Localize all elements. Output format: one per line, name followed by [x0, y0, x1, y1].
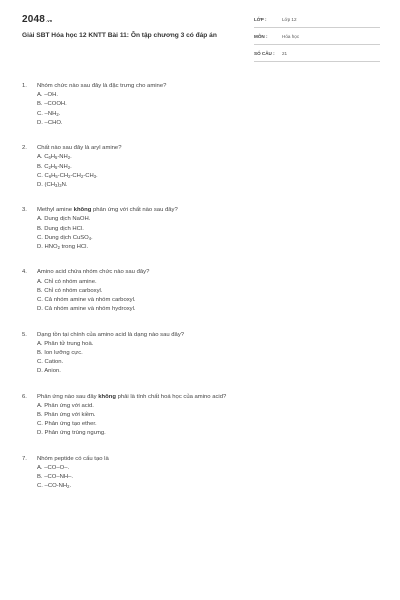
question-stem	[22, 144, 382, 153]
option-letter: D.	[37, 368, 43, 375]
option-text: $(CH_3)_3N$.	[44, 181, 68, 188]
meta-value: Lớp 12	[282, 17, 297, 22]
option-letter: A.	[37, 464, 43, 471]
meta-key: LỚP :	[254, 17, 267, 22]
document-title: Giải SBT Hóa học 12 KNTT Bài 11: Ôn tập chương 3 có đáp án	[22, 32, 217, 39]
answer-option[interactable]	[22, 215, 382, 224]
meta-row	[254, 31, 380, 45]
option-letter: D.	[37, 306, 43, 313]
option-letter: D.	[37, 119, 43, 126]
option-letter: C.	[37, 172, 43, 179]
question-text: Methyl amine không phản ứng với chất nào sau đây?	[37, 207, 178, 214]
question-item	[22, 144, 382, 190]
question-item	[22, 82, 382, 128]
option-letter: D.	[37, 181, 43, 188]
answer-option[interactable]	[22, 153, 382, 162]
option-letter: A.	[37, 216, 43, 223]
option-text: Cation.	[44, 359, 64, 366]
question-list	[22, 82, 382, 508]
question-stem	[22, 206, 382, 215]
option-text: Phản ứng với kiềm.	[44, 412, 96, 418]
answer-option[interactable]	[22, 243, 382, 252]
question-stem	[22, 455, 382, 464]
answer-option[interactable]	[22, 349, 382, 358]
meta-value: Hóa học	[282, 34, 300, 39]
question-item	[22, 331, 382, 377]
option-text: Dung dịch NaOH.	[44, 216, 91, 223]
answer-option[interactable]	[22, 464, 382, 473]
option-letter: B.	[37, 287, 43, 294]
question-text: Nhóm chức nào sau đây là đặc trưng cho amine?	[37, 83, 167, 89]
meta-row	[254, 14, 380, 28]
question-item	[22, 455, 382, 492]
document-header	[22, 14, 380, 72]
option-text: Phản ứng với acid.	[44, 402, 94, 409]
option-letter: B.	[37, 412, 43, 418]
option-text: Cả nhóm amine và nhóm carboxyl.	[44, 296, 136, 303]
option-text: Dung dịch CuSO$_4$.	[44, 234, 93, 241]
option-text: Chỉ có nhóm amine.	[44, 278, 97, 285]
question-number: 7.	[22, 455, 27, 462]
meta-value: 21	[282, 51, 288, 56]
answer-option[interactable]	[22, 473, 382, 482]
option-text: $HNO_2$ trong HCl.	[44, 244, 89, 250]
question-number: 3.	[22, 207, 27, 214]
option-text: –CO–NH–.	[44, 474, 74, 481]
option-text: Phản ứng trùng ngưng.	[44, 430, 106, 437]
question-text: Dạng tồn tại chính của amino acid là dạng nào sau đây?	[37, 331, 185, 338]
answer-option[interactable]	[22, 278, 382, 287]
answer-option[interactable]	[22, 367, 382, 376]
option-text: –OH.	[44, 92, 58, 99]
answer-option[interactable]	[22, 358, 382, 367]
option-text: –COOH.	[44, 101, 67, 108]
option-letter: A.	[37, 92, 43, 99]
question-text: Chất nào sau đây là aryl amine?	[37, 145, 122, 152]
question-text: Nhóm peptide có cấu tạo là	[37, 455, 109, 462]
document-meta	[254, 14, 380, 65]
option-letter: A.	[37, 340, 43, 347]
answer-option[interactable]	[22, 411, 382, 420]
option-letter: C.	[37, 234, 43, 241]
question-number: 2.	[22, 145, 27, 152]
option-letter: C.	[37, 110, 43, 117]
site-logo[interactable]: 2048.vn	[22, 14, 53, 25]
option-text: –CHO.	[44, 119, 63, 126]
question-stem	[22, 331, 382, 340]
answer-option[interactable]	[22, 482, 382, 491]
option-text: –CO–O–.	[44, 464, 70, 471]
option-letter: C.	[37, 421, 43, 428]
option-text: $C_6H_5-CH_2-CH_2-CH_3$.	[44, 172, 98, 179]
meta-row	[254, 48, 380, 62]
question-item	[22, 268, 382, 314]
option-letter: A.	[37, 402, 43, 409]
question-number: 1.	[22, 83, 27, 89]
answer-option[interactable]	[22, 340, 382, 349]
answer-option[interactable]	[22, 119, 382, 128]
option-letter: C.	[37, 296, 43, 303]
option-text: Phân tử trung hoà.	[44, 340, 94, 347]
answer-option[interactable]	[22, 181, 382, 190]
option-letter: B.	[37, 225, 43, 232]
option-text: Ion lưỡng cực.	[44, 349, 83, 356]
option-letter: A.	[37, 278, 43, 285]
answer-option[interactable]	[22, 163, 382, 172]
question-item	[22, 393, 382, 439]
option-letter: B.	[37, 101, 43, 108]
answer-option[interactable]	[22, 225, 382, 234]
question-text: Phản ứng nào sau đây không phải là tính chất hoá học của amino acid?	[37, 393, 227, 400]
option-letter: A.	[37, 154, 43, 161]
meta-key: MÔN :	[254, 34, 268, 39]
question-stem	[22, 82, 382, 91]
answer-option[interactable]	[22, 420, 382, 429]
answer-option[interactable]	[22, 402, 382, 411]
question-item	[22, 206, 382, 252]
answer-option[interactable]	[22, 172, 382, 181]
option-text: $-CO-NH_2$.	[44, 483, 72, 490]
option-text: $-NH_2$.	[44, 110, 61, 117]
option-letter: C.	[37, 483, 43, 490]
option-text: Chỉ có nhóm carboxyl.	[44, 287, 103, 294]
question-number: 6.	[22, 393, 27, 400]
option-text: $C_2H_5-NH_2$.	[44, 163, 72, 170]
answer-option[interactable]	[22, 234, 382, 243]
answer-option[interactable]	[22, 100, 382, 109]
answer-option[interactable]	[22, 429, 382, 438]
question-number: 4.	[22, 269, 27, 276]
option-letter: D.	[37, 430, 43, 437]
option-text: $C_6H_5-NH_2$.	[44, 154, 72, 161]
option-letter: D.	[37, 244, 43, 250]
answer-option[interactable]	[22, 287, 382, 296]
answer-option[interactable]	[22, 305, 382, 314]
question-stem	[22, 393, 382, 402]
option-text: Anion.	[44, 368, 61, 375]
answer-option[interactable]	[22, 91, 382, 100]
question-number: 5.	[22, 331, 27, 338]
option-text: Dung dịch HCl.	[44, 225, 84, 232]
answer-option[interactable]	[22, 296, 382, 305]
meta-key: SỐ CÂU :	[254, 51, 275, 56]
option-text: Cả nhóm amine và nhóm hydroxyl.	[44, 306, 136, 313]
option-letter: C.	[37, 359, 43, 366]
question-stem	[22, 268, 382, 277]
option-text: Phản ứng tạo ether.	[44, 421, 97, 428]
option-letter: B.	[37, 474, 43, 481]
question-text: Amino acid chứa nhóm chức nào sau đây?	[37, 269, 150, 276]
option-letter: B.	[37, 349, 43, 356]
answer-option[interactable]	[22, 110, 382, 119]
option-letter: B.	[37, 163, 43, 170]
